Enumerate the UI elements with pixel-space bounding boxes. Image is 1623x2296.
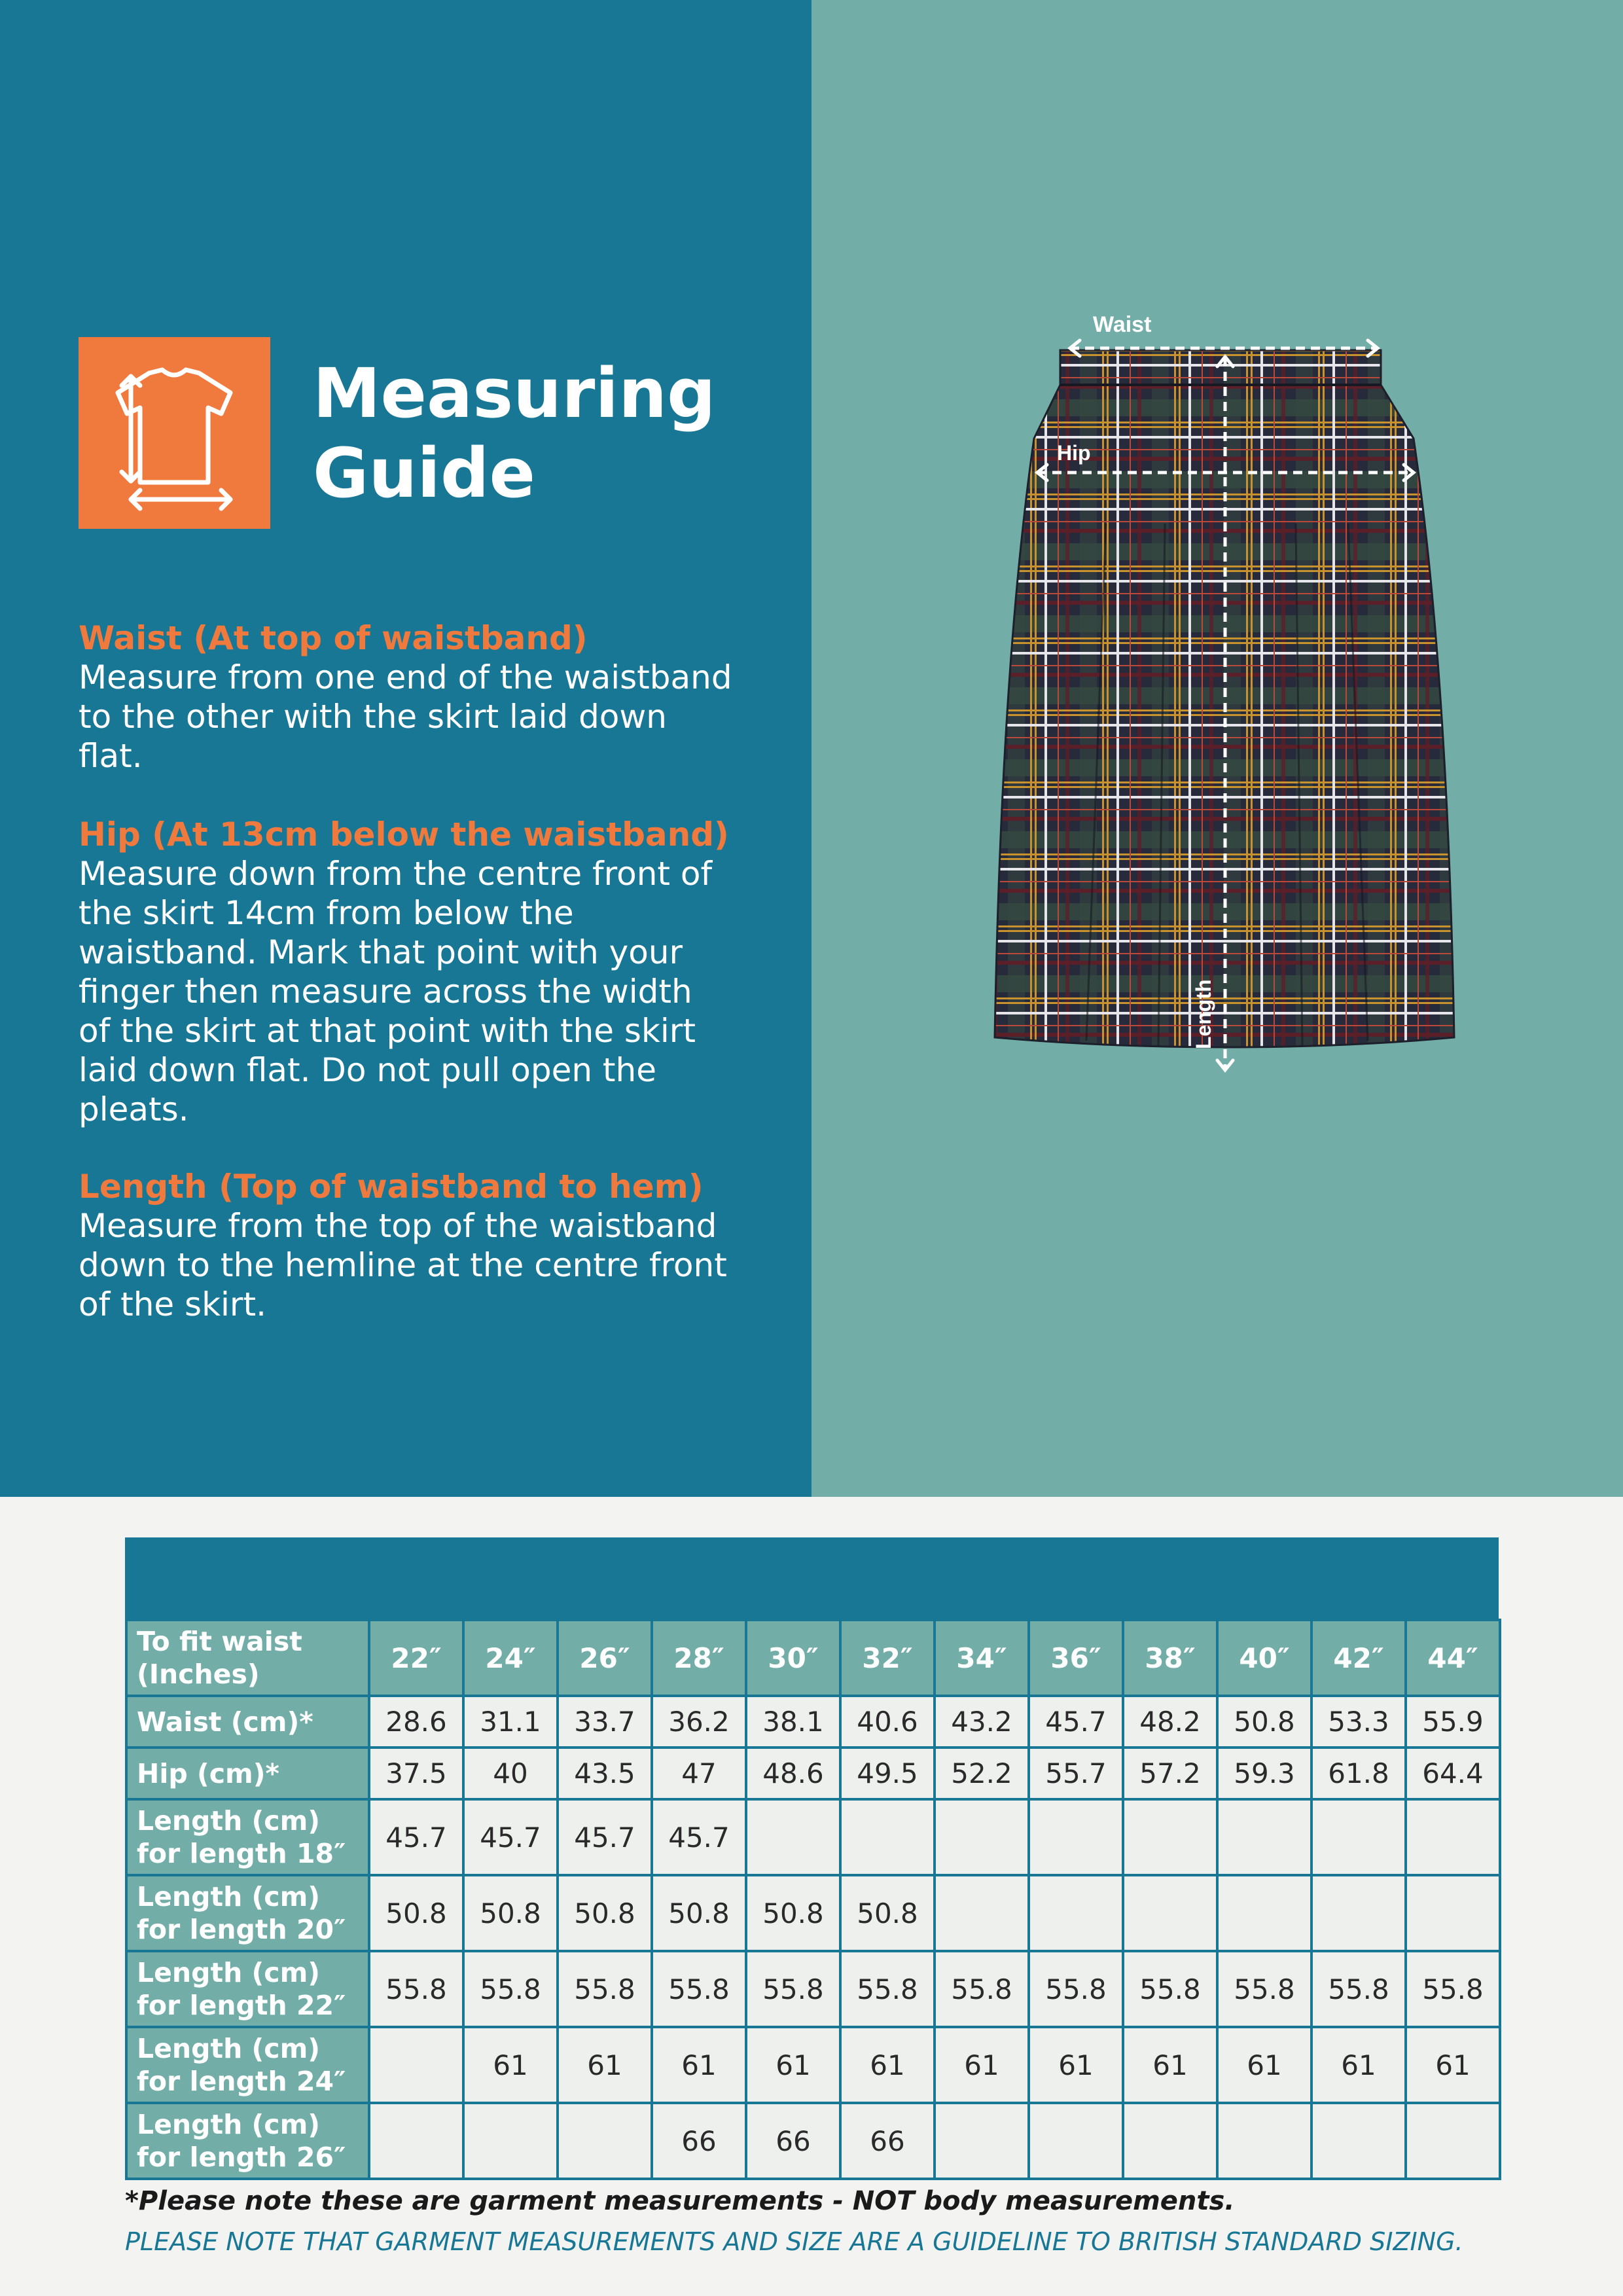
table-cell	[1311, 1875, 1406, 1951]
table-row	[126, 1799, 1500, 1875]
table-cell: 59.3	[1217, 1748, 1311, 1799]
hip-body: Measure down from the centre front of the skirt 14cm from below the waistband. Mark that point with your finger then measure across the width of the skirt at that point with the skirt laid down flat. Do not pull open the pleats.	[79, 855, 713, 1128]
table-cell: 45.7	[652, 1799, 746, 1875]
table-cell: 61	[1406, 2027, 1500, 2103]
length-heading: Length (Top of waistband to hem)	[79, 1168, 704, 1206]
table-row	[126, 2027, 1500, 2103]
page-title	[313, 353, 716, 513]
row-label: Length (cm) for length 20″	[126, 1875, 369, 1951]
table-cell: 52.2	[935, 1748, 1029, 1799]
table-cell: 50.8	[652, 1875, 746, 1951]
table-cell	[1217, 1799, 1311, 1875]
table-cell: 37.5	[369, 1748, 463, 1799]
waist-instructions	[79, 619, 733, 776]
table-cell: 40	[463, 1748, 558, 1799]
table-cell	[840, 1799, 935, 1875]
table-cell: 61	[463, 2027, 558, 2103]
waist-body: Measure from one end of the waistband to the other with the skirt laid down flat.	[79, 658, 732, 775]
table-cell: 33.7	[558, 1696, 652, 1748]
table-cell: 48.2	[1123, 1696, 1217, 1748]
table-cell	[1029, 1799, 1123, 1875]
row-label: Length (cm) for length 18″	[126, 1799, 369, 1875]
table-cell: 38.1	[746, 1696, 840, 1748]
size-header: 24″	[463, 1620, 558, 1696]
table-cell	[1311, 1799, 1406, 1875]
table-cell: 61	[935, 2027, 1029, 2103]
table-title-bar	[125, 1537, 1499, 1619]
table-cell: 43.5	[558, 1748, 652, 1799]
table-cell: 50.8	[746, 1875, 840, 1951]
table-cell	[1217, 1875, 1311, 1951]
table-cell: 55.8	[1217, 1951, 1311, 2027]
row-label: Waist (cm)*	[126, 1696, 369, 1748]
table-cell: 45.7	[369, 1799, 463, 1875]
table-cell: 61	[652, 2027, 746, 2103]
table-cell: 55.8	[652, 1951, 746, 2027]
size-header: 40″	[1217, 1620, 1311, 1696]
row-label: Length (cm) for length 26″	[126, 2103, 369, 2179]
table-cell: 43.2	[935, 1696, 1029, 1748]
table-cell	[935, 1875, 1029, 1951]
table-cell: 61	[1311, 2027, 1406, 2103]
size-header: 38″	[1123, 1620, 1217, 1696]
table-cell: 61	[1123, 2027, 1217, 2103]
table-cell: 55.8	[1311, 1951, 1406, 2027]
table-cell: 48.6	[746, 1748, 840, 1799]
table-cell: 55.8	[746, 1951, 840, 2027]
hip-heading: Hip (At 13cm below the waistband)	[79, 816, 729, 853]
hip-label: Hip	[1057, 441, 1091, 465]
title-line-2: Guide	[313, 433, 536, 513]
table-header-row	[126, 1620, 1500, 1696]
table-cell: 49.5	[840, 1748, 935, 1799]
table-cell	[463, 2103, 558, 2179]
garment-note: *Please note these are garment measurements - NOT body measurements.	[125, 2186, 1235, 2216]
table-cell: 55.8	[935, 1951, 1029, 2027]
table-cell	[558, 2103, 652, 2179]
table-cell	[369, 2027, 463, 2103]
table-cell	[1029, 1875, 1123, 1951]
table-cell: 45.7	[463, 1799, 558, 1875]
size-header: 26″	[558, 1620, 652, 1696]
length-instructions	[79, 1167, 733, 1324]
size-header: 42″	[1311, 1620, 1406, 1696]
skirt-illustration	[982, 301, 1472, 1086]
table-cell	[1123, 1875, 1217, 1951]
table-cell	[1406, 1799, 1500, 1875]
sizing-note: PLEASE NOTE THAT GARMENT MEASUREMENTS AND SIZE ARE A GUIDELINE TO BRITISH STANDARD SIZING.	[125, 2227, 1463, 2256]
table-cell: 45.7	[1029, 1696, 1123, 1748]
size-header: 34″	[935, 1620, 1029, 1696]
row-label: Length (cm) for length 22″	[126, 1951, 369, 2027]
size-header: 30″	[746, 1620, 840, 1696]
table-cell: 50.8	[1217, 1696, 1311, 1748]
waist-label: Waist	[1093, 312, 1152, 337]
table-cell: 55.8	[369, 1951, 463, 2027]
table-cell: 55.7	[1029, 1748, 1123, 1799]
row-label: Length (cm) for length 24″	[126, 2027, 369, 2103]
table-cell: 61.8	[1311, 1748, 1406, 1799]
table-row	[126, 1951, 1500, 2027]
table-cell: 47	[652, 1748, 746, 1799]
table-cell	[1406, 2103, 1500, 2179]
table-cell: 57.2	[1123, 1748, 1217, 1799]
size-header: 32″	[840, 1620, 935, 1696]
table-cell	[1029, 2103, 1123, 2179]
table-cell: 61	[1217, 2027, 1311, 2103]
table-cell: 40.6	[840, 1696, 935, 1748]
table-cell: 55.8	[463, 1951, 558, 2027]
size-header: 28″	[652, 1620, 746, 1696]
table-row	[126, 1875, 1500, 1951]
tshirt-measure-icon	[79, 337, 270, 529]
table-cell: 36.2	[652, 1696, 746, 1748]
table-cell: 53.3	[1311, 1696, 1406, 1748]
corner-cell: To fit waist (Inches)	[126, 1620, 369, 1696]
table-cell: 61	[1029, 2027, 1123, 2103]
table-cell	[369, 2103, 463, 2179]
table-cell: 55.9	[1406, 1696, 1500, 1748]
table-cell: 66	[840, 2103, 935, 2179]
table-cell: 31.1	[463, 1696, 558, 1748]
size-header: 44″	[1406, 1620, 1500, 1696]
table-cell: 61	[840, 2027, 935, 2103]
row-label: Hip (cm)*	[126, 1748, 369, 1799]
table-cell: 45.7	[558, 1799, 652, 1875]
table-cell: 66	[746, 2103, 840, 2179]
table-cell: 55.8	[840, 1951, 935, 2027]
table-cell	[746, 1799, 840, 1875]
table-cell	[1123, 2103, 1217, 2179]
table-cell	[935, 2103, 1029, 2179]
size-header: 36″	[1029, 1620, 1123, 1696]
table-row	[126, 1696, 1500, 1748]
table-row	[126, 2103, 1500, 2179]
length-label: Length	[1192, 979, 1215, 1049]
table-cell	[935, 1799, 1029, 1875]
table-cell: 55.8	[1123, 1951, 1217, 2027]
table-cell: 50.8	[369, 1875, 463, 1951]
waist-heading: Waist (At top of waistband)	[79, 619, 588, 657]
table-cell	[1406, 1875, 1500, 1951]
size-chart-table	[125, 1619, 1501, 2180]
table-cell: 50.8	[558, 1875, 652, 1951]
table-cell: 50.8	[840, 1875, 935, 1951]
table-cell	[1217, 2103, 1311, 2179]
table-row	[126, 1748, 1500, 1799]
table-cell: 55.8	[1406, 1951, 1500, 2027]
table-cell: 61	[746, 2027, 840, 2103]
table-cell	[1123, 1799, 1217, 1875]
table-cell: 55.8	[1029, 1951, 1123, 2027]
hip-instructions	[79, 815, 733, 1129]
table-cell: 55.8	[558, 1951, 652, 2027]
table-cell: 64.4	[1406, 1748, 1500, 1799]
length-body: Measure from the top of the waistband down to the hemline at the centre front of the skirt.	[79, 1207, 727, 1323]
size-header: 22″	[369, 1620, 463, 1696]
table-cell: 50.8	[463, 1875, 558, 1951]
table-cell: 66	[652, 2103, 746, 2179]
title-line-1: Measuring	[313, 353, 716, 433]
table-cell: 61	[558, 2027, 652, 2103]
table-cell: 28.6	[369, 1696, 463, 1748]
table-cell	[1311, 2103, 1406, 2179]
